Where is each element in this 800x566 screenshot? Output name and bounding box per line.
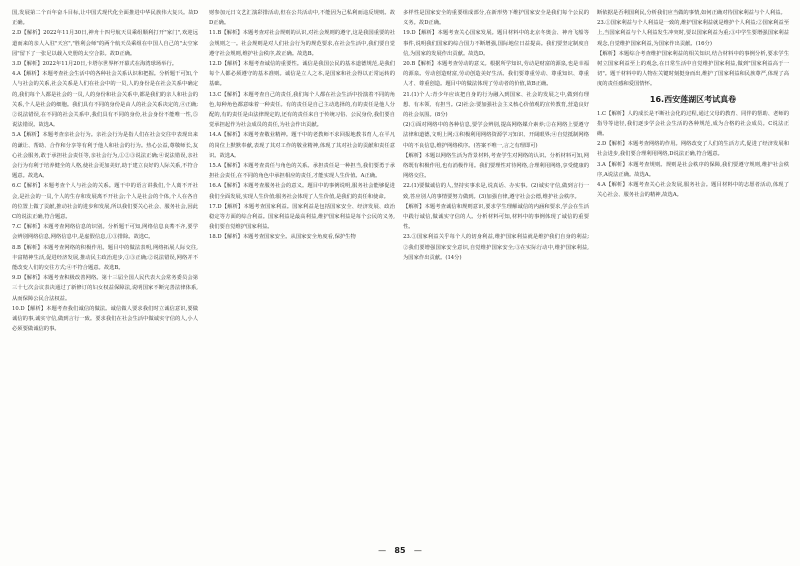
answer-paragraph: 5.A【解析】本题考查亲社会行为。亲社会行为是指人们在社会交往中表现出来的谦让、帮助、合作和分享等有利于他人和社会的行为。热心公益,尊敬师长,友心社会服务,敢于承担社会责任等,亲社会行为,①②③说法正确;④说法错误,亲社会行为有利于培养健全的人格,使社会更加美好,助于建立良好的人际关系,不符合题意。故选A。 (12, 132, 198, 180)
answer-paragraph: 9.D【解析】本题考查积极改善网络。第十三届全国人民代表大会常务委员会第三十七次会议表决通过了新修订的妇女权益保障法,说明国家不断完善法律体系,从而保障公民合法权益。 (12, 275, 198, 302)
column-4 (597, 8, 789, 534)
answer-paragraph: 4.A【解析】本题考查社会生活中的各种社会关系认识和把握。分析题干可知,个人与社会的关系,社会关系是人们在社会中的一员,人的身份是在社会关系中确定的,我们每个人都是社会的一员,人的身份和社会关系中,都是我们的亲人和社会的关系,个人是社会的细胞。我们具有不同的身份是由人的社会关系决定的,④正确;②说法错误,在不同的社会关系中,我们具有不同的身份,社会身份不能唯一性,⑤说法错误。故选A。 (12, 71, 198, 129)
answer-paragraph: 7.C【解析】本题考查网络信息的识别。分析题干可知,网络信息良莠不齐,要学会辨别网络信息,网络信息中,是虚假信息,①③排除。故选C。 (12, 224, 198, 241)
answer-paragraph: 【解析】本题综合考查维护国家利益的相关知识,结合材料中的事例分析,要求学生树立国家利益至上的观念,在日常生活中自觉维护国家利益,做到"国家利益高于一切"。题干材料中的人物在关键时刻挺身而出,维护了国家利益和民族尊严,体现了高度的责任感和爱国情怀。 (597, 50, 789, 88)
answer-paragraph: 1.C【解析】人的成长是不断社会化的过程,通过父母的教育、同伴的帮助、老师的指导等途径,我们逐步学会社会生活的各种规范,成为合格的社会成员。C说法正确。 (597, 110, 789, 138)
answer-paragraph: 23.①国家利益与个人利益是一致的,维护国家利益就是维护个人利益;②国家利益至上,当国家利益与个人利益发生冲突时,要以国家利益为重;③中学生要增强国家利益观念,自觉维护国家利益,为国家作出贡献。(16分) (597, 20, 789, 47)
footer-left-dash: — (378, 546, 387, 555)
answer-paragraph: 12.D【解析】本题考查诚信的重要性。诚信是我国公民的基本道德规范,是我们每个人都必须遵守的基本准则。诚信是立人之本,是国家和社会得以正常运转的基础。 (209, 61, 395, 88)
page-number: 85 (394, 546, 406, 555)
answer-paragraph: 3.A【解析】本题考查规则。规则是社会秩序的保障,我们要遵守规则,维护社会秩序,A说法正确。故选A。 (597, 161, 789, 178)
answer-paragraph: 10.D【解析】本题考查我们诚信的做法。诚信做人要求我们时立诚信意识,要做诚信的事,诚实守信,做到言行一致。要求我们在社会生活中做诚实守信的人,小人必须要做诚信的事。 (12, 305, 198, 333)
answer-paragraph: 断依据是否利国利民,分析我们应当做的事情,如何正确对待国家利益与个人利益。 (597, 10, 786, 16)
column-1 (12, 8, 198, 534)
answer-paragraph: (2)①面对网络中的各种信息,要学会辨别,提高网络媒介素养;②在网络上要遵守法律和道德,文明上网;③积极利用网络资源学习知识、开阔眼界;④自觉抵制网络中的不良信息,维护网络秩序。(答案不唯一,言之有理即可) (403, 122, 589, 149)
answer-paragraph: 多样性是国家安全的重要组成部分,在新形势下维护国家安全是我们每个公民的义务。故D正确。 (403, 10, 589, 27)
answer-paragraph: 【解析】本题以网络生活为背景材料,考查学生对网络的认识。分析材料可知,网络既有积极作用,也有消极作用。我们要理性对待网络,合理利用网络,享受健康的网络交往。 (403, 152, 589, 180)
page-footer (0, 546, 800, 555)
answer-paragraph: 2.D【解析】本题考查网络的作用。网络改变了人们的生活方式,促进了经济发展和社会进步,我们要合理利用网络,D说法正确,符合题意。 (597, 141, 789, 158)
column-2 (209, 8, 395, 534)
answer-paragraph: 6.C【解析】本题考查个人与社会的关系。题干中的语言讲我们,个人离不开社会,是社会的一员,个人的生存和发展离不开社会;个人是社会的个体,个人在各自的位置上做了贡献,推动社会的进步和发展,所以我们要关心社会、服务社会,因此C的说法正确,符合题意。 (12, 183, 198, 221)
column-3 (403, 8, 589, 534)
answer-paragraph: 23.①国家利益关乎每个人的切身利益,维护国家利益就是维护我们自身的利益;②我们要增强国家安全意识,自觉维护国家安全;③在实际行动中,维护国家利益,为国家作出贡献。(14分) (403, 234, 589, 261)
answer-paragraph: 8.B【解析】本题考查网络的积极作用。题目中的做法表明,网络拓展人际交往,丰富精神生活,促进经济发展,推动民主政治进步,①③正确;②说法错误,网络并不能改变人们的交往方式;④不符合题意。故选B。 (12, 244, 198, 272)
answer-paragraph: 15.A【解析】本题考查责任与角色的关系。承担责任是一种担当,我们要勇于承担社会责任,在不同的角色中承担相应的责任,才能实现人生价值。A正确。 (209, 163, 395, 180)
footer-right-dash: — (413, 546, 422, 555)
answer-paragraph: 国,发展第二个百年奋斗目标,让中国式现代化全面推进中华民族伟大复兴。故D正确。 (12, 10, 198, 27)
answer-paragraph: 14.A【解析】本题考查敬业精神。题干中的老教师不求回报地教书育人,在平凡的岗位上默默奉献,表现了其对工作的敬业精神,体现了其对社会的贡献和责任意识。故选A。 (209, 132, 395, 159)
section-title: 16.西安莲湖区考试真卷 (649, 94, 737, 104)
answer-paragraph: 20.B【解析】本题考查劳动的意义。根据所学知识,劳动是财富的源泉,也是幸福的源泉。劳动创造财富,劳动创造美好生活。我们要尊重劳动、尊重知识、尊重人才、尊重创造。题目中的做法体现了劳动者的价值,故B正确。 (403, 61, 589, 88)
answer-paragraph: 18.D【解析】本题考查国家安全。从国家安全角度看,保护生物 (209, 234, 356, 241)
answer-paragraph: 【解析】本题考查诚信和规则意识,要求学生理解诚信的内涵和要求,学会在生活中践行诚信,做诚实守信的人。分析材料可知,材料中的事例体现了诚信的重要性。 (403, 203, 589, 231)
answer-paragraph: 19.D【解析】本题考查关心国家发展。题目材料中的北京冬奥会、神舟飞船等事件,说明我们国家的综合国力不断增强,国际地位日益提高。我们要坚定制度自信,为国家的发展作出贡献。故选D。 (403, 30, 589, 57)
answer-paragraph: 21.(1)个人:青少年应该把自身的行为融入到国家、社会的发展之中,做到有理想、有本领、有担当。(2)社会:要加强社会主义核心价值观的宣传教育,营造良好的社会氛围。(8分) (403, 91, 589, 119)
answer-paragraph: 2.D【解析】2022年11月30日,神舟十四号航天员乘组顺利打开"家门",欢迎远道而来的亲人入驻"天宫","胜利会师"的两个航天员乘组在中国人自己的"太空家园"留下了一张足以载入史册的太空合影。故D正确。 (12, 30, 198, 57)
answer-paragraph: 4.A【解析】本题考查关心社会发展,服务社会。题目材料中的志愿者活动,体现了关心社会、服务社会的精神,故选A。 (597, 182, 789, 199)
answer-paragraph: 22.(1)要做诚信的人,坚持实事求是,说真话、办实事。(2)诚实守信,做到言行一致,答应别人的事情要努力做到。(3)加强自律,遵守社会公德,维护社会秩序。 (403, 183, 589, 200)
answer-paragraph: 财参加元日文艺汇演彩排活动,但在公共活动中,不能因为己私利而违反规则。故D正确。 (209, 10, 395, 27)
answer-paragraph: 11.B【解析】本题考查对社会规则的认识,对社会规则的遵守,这是我国重要的社会规则之一。社会规则是对人们社会行为的规范要求,在社会生活中,我们要自觉遵守社会规则,维护社会秩序,故正确。故选B。 (209, 30, 395, 57)
answer-paragraph: 16.A【解析】本题考查服务社会的意义。题目中的事例说明,服务社会能够促进我们全面发展,实现人生价值;服务社会体现了人生价值,是我们的责任和使命。 (209, 183, 395, 200)
answer-paragraph: 3.D【解析】2022年11月20日,卡塔尔世界杯开幕式在海湾球场举行。 (12, 61, 178, 68)
answer-paragraph: 17.D【解析】本题考查国家利益。国家利益是包括国家安全、经济发展、政治稳定等方面的综合利益。国家利益是最高利益,维护国家利益是每个公民的义务,我们要自觉维护国家利益。 (209, 203, 395, 231)
answer-paragraph: 13.C【解析】本题考查自己的责任,我们每个人都在社会生活中扮演着不同的角色,每种角色都意味着一种责任。有的责任是自己主动选择的,有的责任是他人分配的,有的责任是由法律规定的,还有的责任来自于传统习俗、公民身份,我们要自觉承担起作为社会成员的责任,为社会作出贡献。 (209, 91, 395, 129)
